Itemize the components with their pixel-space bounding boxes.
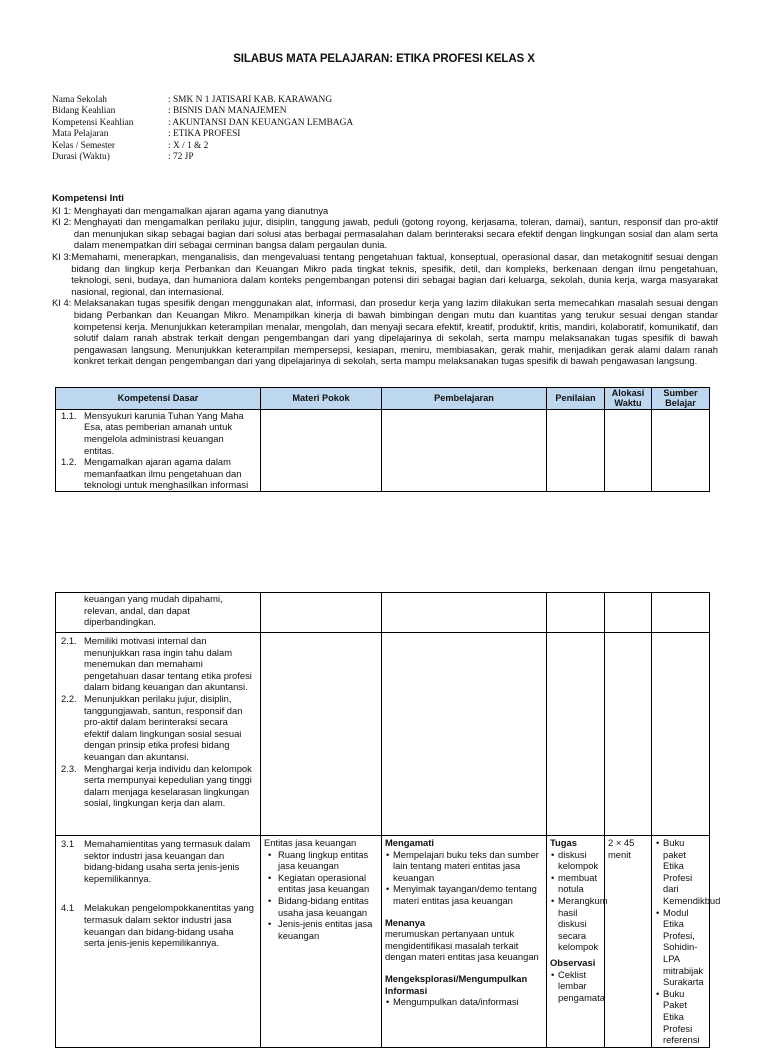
list-item: • Buku Paket Etika Profesi referensi — [655, 988, 706, 1046]
syllabus-table — [55, 387, 710, 492]
kd-text: Melakukan pengelompokkanentitas yang termasuk dalam sektor industri jasa keuangan dan bidang-bidang usaha serta jenis-jenis kepemilikannya. — [84, 902, 254, 949]
eksplor-heading: Mengeksplorasi/Mengumpulkan Informasi — [385, 972, 528, 996]
penilaian-cell — [547, 409, 605, 491]
ki-text: Melaksanakan tugas spesifik dengan menggunakan alat, informasi, dan prosedur kerja yang lazim dilakukan serta memecahkan masalah sesuai dengan bidang Perbankan dan Keuangan Mikro. Menampilkan kinerja di bawah bimbingan dengan mutu dan kuantitas yang terukur sesuai dengan standar kompetensi kerja. Menunjukkan keterampilan menalar, mengolah, dan menyaji secara efektif, kreatif, produktif, kritis, mandiri, kolaboratif, komunikatif, dan solutif dalam ranah abstrak terkait dengan pengembangan dari yang dipelajarinya di sekolah, serta mampu melaksanakan tugas spesifik di bawah pengawasan langsung. Menunjukkan keterampilan mempersepsi, kesiapan, meniru, membiasakan, gerak mahir, menjadikan gerak alami dalam ranah konkret terkait dengan pengembangan dari yang dipelajarinya di sekolah, serta mampu melaksanakan tugas spesifik di bawah pengawasan langsung. — [73, 297, 718, 367]
ki-item — [52, 216, 718, 251]
ki-item — [52, 297, 718, 367]
kd-cell — [56, 633, 261, 836]
observasi-heading: Observasi — [550, 956, 596, 968]
list-item: • diskusi kelompok — [550, 849, 601, 872]
table-header-row — [56, 388, 710, 410]
menanya-heading: Menanya — [385, 916, 426, 928]
meta-label: Mata Pelajaran — [52, 129, 109, 140]
col-header-sumber-belajar: Sumber Belajar — [652, 388, 710, 410]
meta-row — [52, 118, 353, 129]
ki-item — [52, 205, 718, 217]
kd-number: 1.2. — [61, 456, 77, 468]
materi-cell — [261, 409, 382, 491]
tugas-heading: Tugas — [550, 837, 577, 848]
list-item: • Mempelajari buku teks dan sumber lain tentang materi entitas jasa keuangan — [385, 849, 543, 884]
table-row — [56, 836, 710, 1048]
kd-item — [56, 635, 260, 693]
kd-continued-text: keuangan yang mudah dipahami, relevan, andal, dan dapat diperbandingkan. — [84, 593, 223, 628]
materi-cell — [261, 836, 382, 1048]
kd-text: Mensyukuri karunia Tuhan Yang Maha Esa, atas pemberian amanah untuk mengelola administrasi keuangan entitas. — [84, 409, 244, 456]
sumber-cell — [652, 836, 721, 1048]
list-item: • Ceklist lembar pengamata — [550, 969, 601, 1004]
tugas-list — [550, 848, 608, 953]
list-item: • Merangkum hasil diskusi secara kelompok — [550, 895, 601, 953]
kompetensi-inti — [52, 193, 718, 367]
ki-text: Menghayati dan mengamalkan perilaku jujur, disiplin, tanggung jawab, peduli (gotong royong, kerjasama, toleran, damai), santun, responsif dan pro-aktif dan menunjukan sikap sebagai bagian dari solusi atas berbagai permasalahan dalam berinteraksi secara efektif dengan lingkungan sosial dan alam serta dalam menempatkan diri sebagai cerminan bangsa dalam pergaulan dunia. — [73, 216, 718, 251]
table-row — [56, 633, 710, 836]
ki-number: KI 4: — [52, 297, 74, 309]
kd-item — [56, 456, 260, 491]
kd-item — [56, 763, 260, 809]
meta-value: : AKUNTANSI DAN KEUANGAN LEMBAGA — [168, 117, 354, 128]
kd-cell — [56, 409, 261, 491]
alokasi-cell — [605, 836, 652, 1048]
kd-text: Menunjukkan perilaku jujur, disiplin, tanggungjawab, santun, responsif dan pro-aktif dalam berinteraksi secara efektif dalam lingkungan sosial sesuai dengan prinsip etika profesi bidang keuangan dan akuntansi. — [84, 692, 243, 762]
list-item: • Modul Etika Profesi, Sohidin-LPA mitrabijak Surakarta — [655, 907, 706, 988]
col-header-materi-pokok: Materi Pokok — [261, 388, 382, 410]
meta-label: Nama Sekolah — [52, 95, 107, 105]
meta-value: : SMK N 1 JATISARI KAB. KARAWANG — [168, 95, 333, 105]
pembelajaran-cell — [382, 593, 547, 633]
ki-text: Menghayati dan mengamalkan ajaran agama yang dianutnya — [73, 204, 329, 216]
meta-row — [52, 141, 353, 152]
materi-cell — [261, 593, 382, 633]
materi-list — [264, 849, 378, 942]
sumber-list — [655, 837, 721, 1046]
kd-item — [56, 693, 260, 763]
list-item: • Jenis-jenis entitas jasa keuangan — [264, 918, 378, 941]
col-header-alokasi-waktu: Alokasi Waktu — [605, 388, 652, 410]
syllabus-table-continued — [55, 592, 721, 1048]
pembelajaran-cell — [382, 409, 547, 491]
meta-label: Durasi (Waktu) — [52, 152, 110, 163]
col-header-pembelajaran: Pembelajaran — [382, 388, 547, 410]
meta-row — [52, 152, 353, 163]
meta-value: : X / 1 & 2 — [168, 140, 209, 151]
penilaian-cell — [547, 633, 605, 836]
kd-item — [56, 593, 260, 628]
ki-number: KI 1: — [52, 204, 74, 216]
materi-cell — [261, 633, 382, 836]
kd-number: 2.1. — [61, 635, 77, 646]
kd-text: Memiliki motivasi internal dan menunjukkan rasa ingin tahu dalam menemukan dan memahami pengetahuan dasar tentang etika profesi dalam bidang keuangan dan akuntansi. — [84, 635, 252, 693]
kd-number: 1.1. — [61, 409, 77, 421]
kd-item — [56, 410, 260, 456]
ki-heading: Kompetensi Inti — [52, 193, 124, 204]
list-item: • Mengumpulkan data/informasi — [385, 996, 543, 1008]
list-item: • membuat notula — [550, 872, 601, 895]
meta-label: Kelas / Semester — [52, 140, 116, 151]
meta-label: Bidang Keahlian — [52, 106, 116, 117]
alokasi-cell — [605, 409, 652, 491]
page-1 — [0, 0, 768, 520]
kd-cell — [56, 593, 261, 633]
sumber-cell — [652, 593, 710, 633]
table-row — [56, 593, 710, 633]
meta-value: : 72 JP — [168, 152, 194, 163]
meta-value: : BISNIS DAN MANAJEMEN — [168, 106, 287, 117]
observasi-list — [550, 968, 605, 1004]
sumber-cell — [652, 409, 710, 491]
pembelajaran-cell — [382, 836, 547, 1048]
pembelajaran-cell — [382, 633, 547, 836]
list-item: • Bidang-bidang entitas usaha jasa keuangan — [264, 895, 378, 918]
materi-title: Entitas jasa keuangan — [264, 837, 357, 848]
mengamati-heading: Mengamati — [385, 837, 434, 848]
kd-cell — [56, 836, 261, 1048]
col-header-kompetensi-dasar: Kompetensi Dasar — [56, 388, 261, 410]
penilaian-cell — [547, 593, 605, 633]
meta-row — [52, 106, 353, 117]
list-item: • Buku paket Etika Profesi dari Kemendikbud — [655, 837, 706, 907]
alokasi-cell — [605, 593, 652, 633]
ki-number: KI 2: — [52, 216, 74, 228]
ki-item — [52, 251, 718, 297]
kd-text: Memahamientitas yang termasuk dalam sektor industri jasa keuangan dan bidang-bidang usaha serta jenis-jenis kepemilikannya. — [84, 838, 251, 884]
list-item: • Kegiatan operasional entitas jasa keuangan — [264, 872, 378, 895]
table-row — [56, 409, 710, 491]
eksplor-list — [385, 996, 543, 1008]
ki-number: KI 3: — [52, 250, 72, 262]
menanya-text: merumuskan pertanyaan untuk mengidentifikasi masalah terkait dengan materi entitas jasa keuangan — [385, 928, 539, 963]
meta-label: Kompetensi Keahlian — [52, 117, 134, 128]
mengamati-list — [385, 849, 543, 907]
list-item: • Ruang lingkup entitas jasa keuangan — [264, 849, 378, 872]
kd-text: Mengamalkan ajaran agama dalam memanfaatkan ilmu pengetahuan dan teknologi untuk menghasilkan informasi — [84, 456, 249, 491]
ki-text: Memahami, menerapkan, menganalisis, dan mengevaluasi tentang pengetahuan faktual, konseptual, operasional dasar, dan metakognitif sesuai dengan bidang dan lingkup kerja Perbankan dan Keuangan Mikro pada tingkat teknis, spesifik, detil, dan kompleks, berkenaan dengan ilmu pengetahuan, teknologi, seni, budaya, dan humaniora dalam konteks pengembangan potensi diri sebagai bagian dari keluarga, sekolah, dunia kerja, warga masyarakat nasional, regional, dan internasional. — [71, 250, 718, 297]
kd-text: Menghargai kerja individu dan kelompok serta mempunyai kepedulian yang tinggi dalam menjaga keselarasan lingkungan sosial, lingkungan kerja dan alam. — [84, 762, 252, 809]
penilaian-cell — [547, 836, 608, 1048]
kd-number: 2.3. — [61, 762, 77, 774]
alokasi-value: 2 × 45 menit — [608, 837, 635, 860]
meta-row — [52, 129, 353, 140]
col-header-penilaian: Penilaian — [547, 388, 605, 410]
alokasi-cell — [605, 633, 652, 836]
page-title: SILABUS MATA PELAJARAN: ETIKA PROFESI KELAS X — [233, 53, 535, 65]
kd-item — [56, 838, 260, 884]
kd-number: 3.1 — [61, 838, 75, 849]
school-info — [52, 95, 353, 163]
meta-row — [52, 95, 353, 106]
sumber-cell — [652, 633, 710, 836]
meta-value: : ETIKA PROFESI — [168, 129, 241, 140]
kd-number: 2.2. — [61, 692, 77, 704]
kd-item — [56, 902, 260, 948]
list-item: • Menyimak tayangan/demo tentang materi entitas jasa keuangan — [385, 883, 543, 906]
kd-number: 4.1 — [61, 902, 75, 914]
